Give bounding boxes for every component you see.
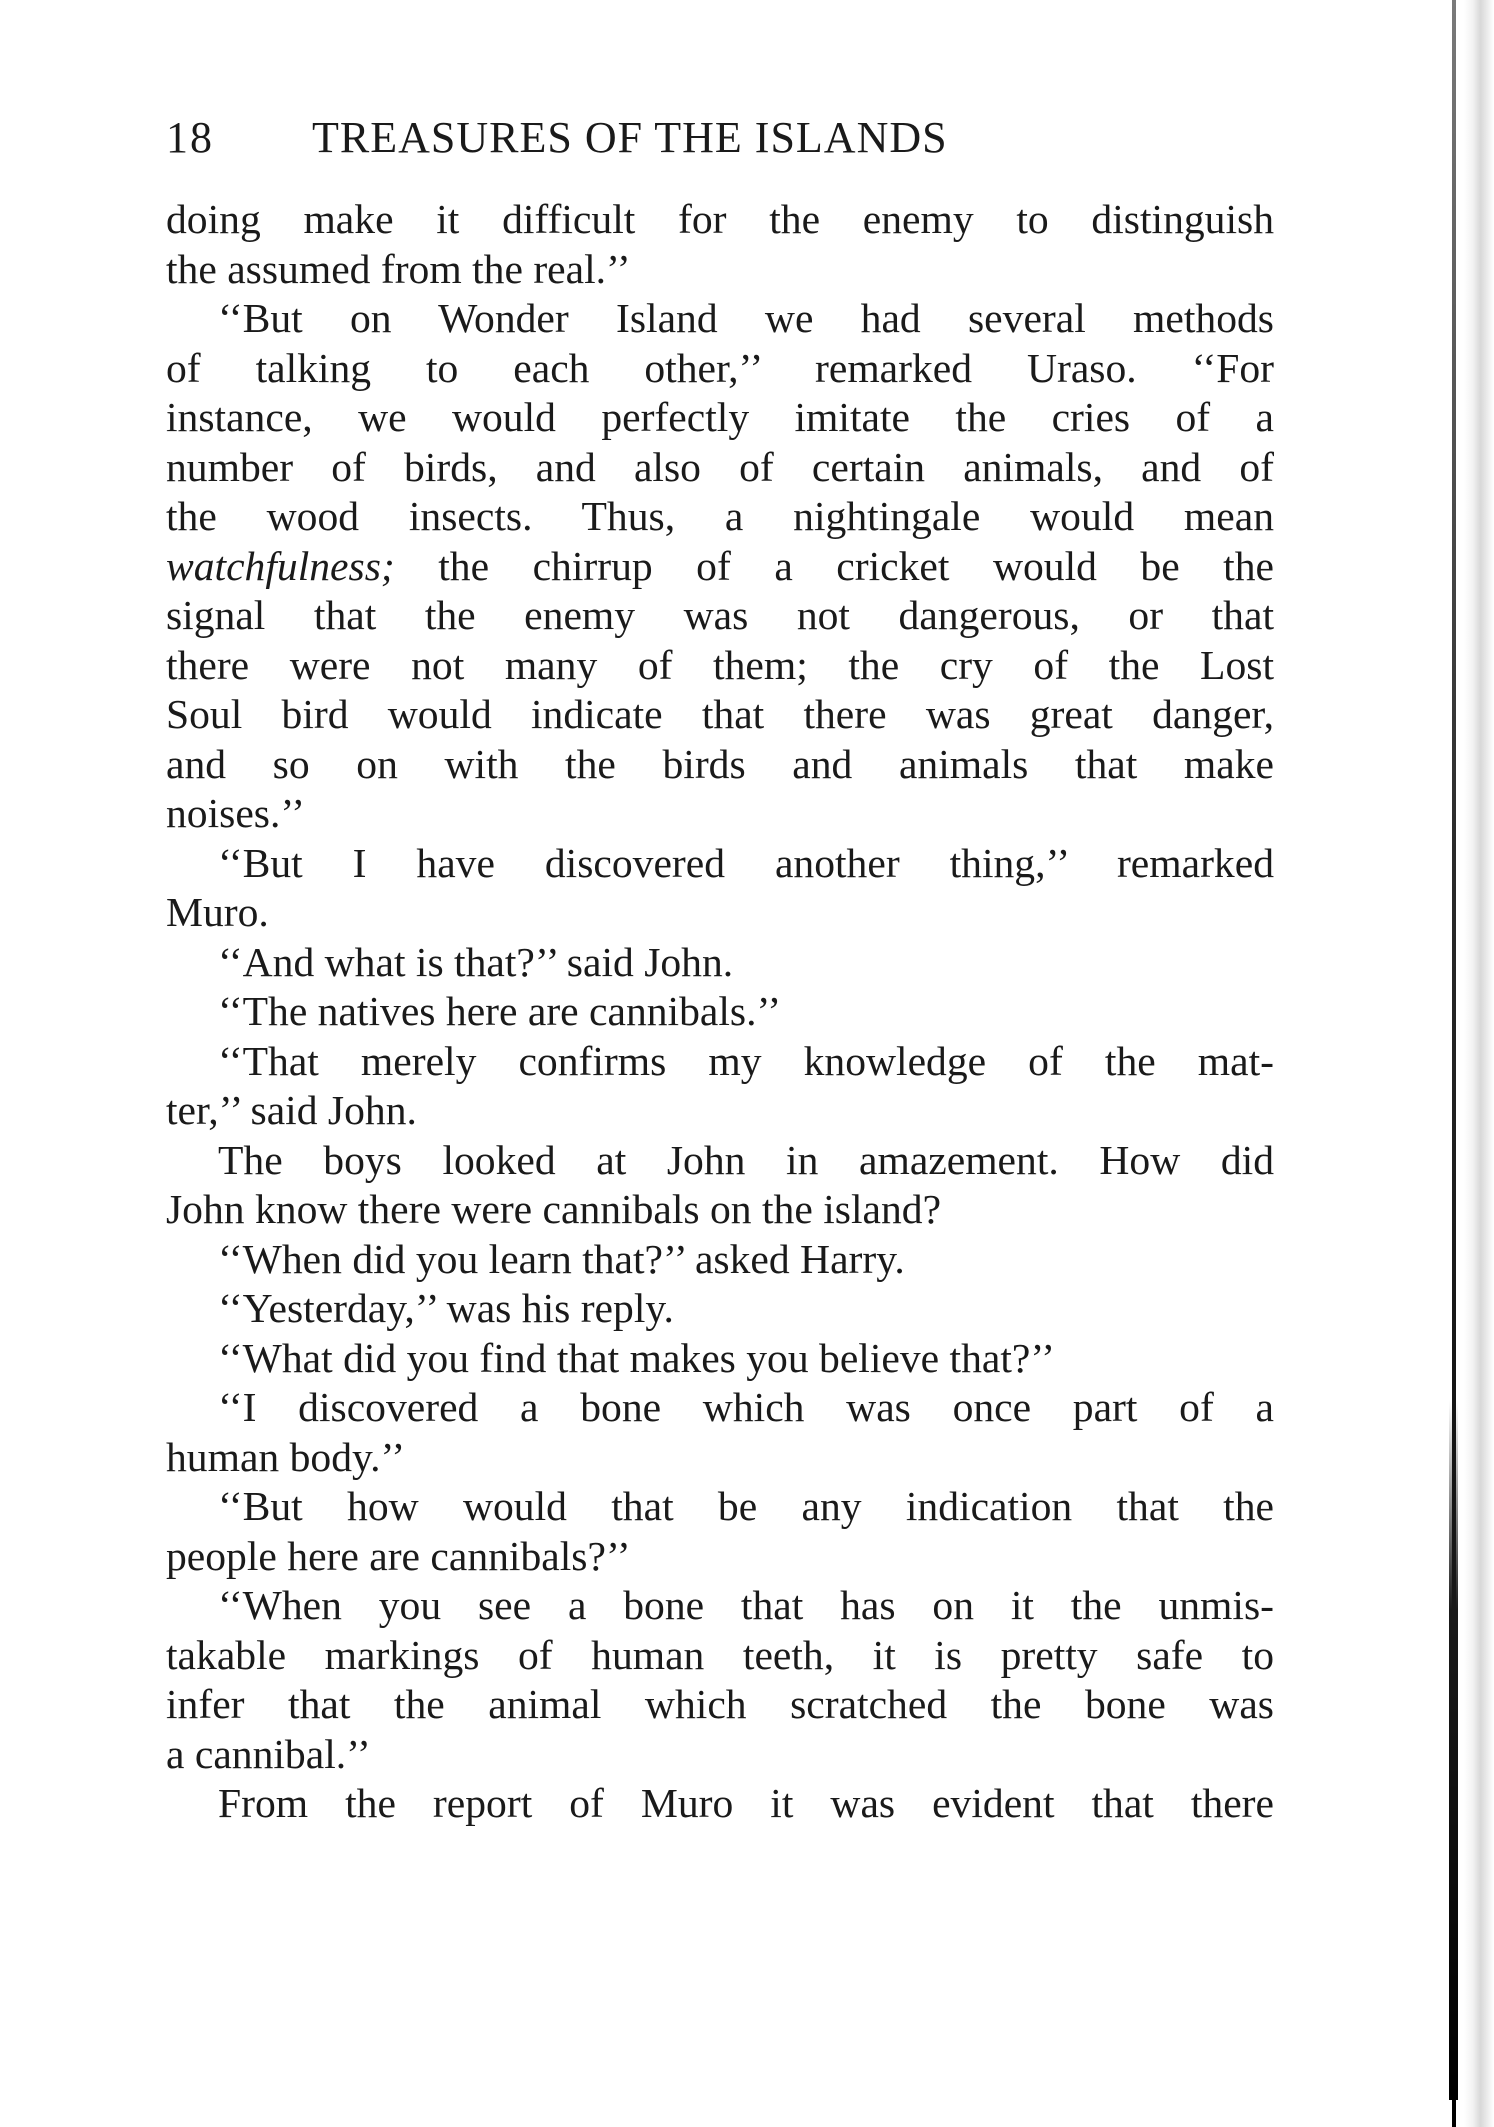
text-line: ‘‘Yesterday,’’ was his reply. — [218, 1285, 674, 1331]
text-line: ‘‘I discovered a bone which was once part of a — [218, 1384, 1274, 1430]
text-line: the wood insects. Thus, a nightingale would mean — [166, 493, 1274, 539]
text-line: Muro. — [166, 889, 269, 935]
italic-word: watchfulness; — [166, 542, 395, 589]
text-line: takable markings of human teeth, it is pretty safe to — [166, 1631, 1274, 1678]
text-line: From the report of Muro it was evident that there — [218, 1780, 1274, 1826]
text-line: infer that the animal which scratched the bone was — [166, 1681, 1274, 1727]
text-line: ‘‘The natives here are cannibals.’’ — [218, 988, 782, 1034]
text-line: Soul bird would indicate that there was great danger, — [166, 691, 1274, 737]
text-line: John know there were cannibals on the island? — [166, 1186, 942, 1232]
text-line: ‘‘That merely confirms my knowledge of the mat- — [218, 1037, 1274, 1084]
page-number: 18 — [166, 113, 214, 162]
text-line: human body.’’ — [166, 1433, 406, 1480]
text-line: signal that the enemy was not dangerous, or that — [166, 592, 1274, 638]
text-line: ‘‘But how would that be any indication that the — [218, 1483, 1274, 1529]
text-line: and so on with the birds and animals that make — [166, 740, 1274, 787]
text-line: ‘‘When did you learn that?’’ asked Harry. — [218, 1235, 905, 1282]
text-line: doing make it difficult for the enemy to distinguish — [166, 196, 1274, 242]
text-line: ‘‘And what is that?’’ said John. — [218, 938, 734, 985]
text-line: of talking to each other,’’ remarked Uraso. ‘‘For — [166, 344, 1274, 391]
line-text: the chirrup of a cricket would be the — [394, 542, 1274, 589]
text-line: noises.’’ — [166, 790, 305, 836]
text-line: ‘‘When you see a bone that has on it the unmis- — [218, 1582, 1274, 1628]
text-line: ‘‘But I have discovered another thing,’’ remarked — [218, 839, 1274, 886]
text-line: number of birds, and also of certain animals, and of — [166, 443, 1274, 490]
text-line: people here are cannibals?’’ — [166, 1532, 631, 1579]
text-line: a cannibal.’’ — [166, 1730, 371, 1777]
text-line: The boys looked at John in amazement. How did — [218, 1136, 1274, 1183]
running-title: TREASURES OF THE ISLANDS — [312, 113, 948, 162]
text-line — [166, 542, 1274, 592]
binding-edge-dark — [1449, 1400, 1458, 2100]
page-edge-shadow — [1464, 0, 1494, 2127]
text-line: ter,’’ said John. — [166, 1087, 417, 1133]
page-header — [166, 108, 1286, 168]
text-line: the assumed from the real.’’ — [166, 245, 631, 292]
text-line: ‘‘What did you find that makes you believe that?’’ — [218, 1334, 1055, 1381]
text-line: ‘‘But on Wonder Island we had several methods — [218, 295, 1274, 341]
body-text — [166, 195, 1274, 1829]
text-line: instance, we would perfectly imitate the cries of a — [166, 394, 1274, 440]
text-line: there were not many of them; the cry of the Lost — [166, 641, 1274, 688]
